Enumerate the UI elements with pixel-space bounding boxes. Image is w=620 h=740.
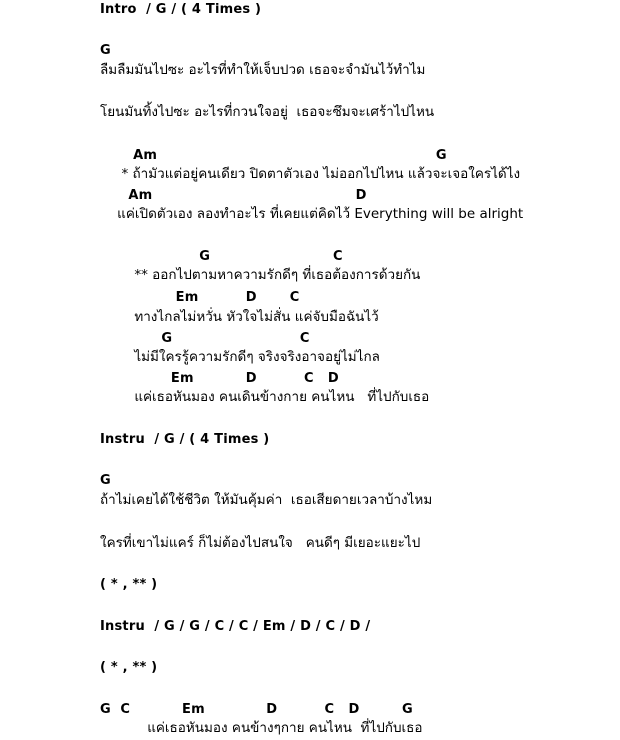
lyric-line: ** ออกไปตามหาความรักดีๆ ที่เธอต้องการด้วยกัน: [100, 267, 421, 283]
chord-line: Intro / G / ( 4 Times ): [100, 2, 262, 17]
lyric-line: ลืมลืมมันไปซะ อะไรที่ทำให้เจ็บปวด เธอจะจำมันไว้ทำไม: [100, 62, 426, 78]
chord-line: ( * , ** ): [100, 660, 158, 675]
chord-line: G C: [100, 249, 343, 264]
lyric-line: ถ้าไม่เคยได้ใช้ชีวิต ให้มันคุ้มค่า เธอเสียดายเวลาบ้างไหม: [100, 492, 433, 508]
chord-line: G: [100, 473, 111, 488]
lyric-line: แค่เธอหันมอง คนเดินข้างกาย คนไหน ที่ไปกับเธอ: [100, 389, 430, 405]
lyric-line: ทางไกลไม่หวั่น หัวใจไม่สั่น แค่จับมือฉันไว้: [100, 309, 379, 325]
chord-line: ( * , ** ): [100, 577, 158, 592]
lyric-line: แค่เปิดตัวเอง ลองทำอะไร ที่เคยแต่คิดไว้ Everything will be alright: [100, 206, 524, 222]
chord-line: Am D: [100, 188, 367, 203]
chord-line: Am G: [100, 148, 447, 163]
lyric-line: * ถ้ามัวแต่อยู่คนเดียว ปิดตาตัวเอง ไม่ออกไปไหน แล้วจะเจอใครได้ไง: [100, 166, 521, 182]
chord-line: G C: [100, 331, 310, 346]
lyric-line: แค่เธอหันมอง คนข้างๆกาย คนไหน ที่ไปกับเธอ: [100, 720, 423, 736]
chord-line: G: [100, 43, 111, 58]
chord-line: Instru / G / G / C / C / Em / D / C / D /: [100, 619, 371, 634]
chord-line: Instru / G / ( 4 Times ): [100, 432, 270, 447]
lyric-line: ไม่มีใครรู้ความรักดีๆ จริงจริงอาจอยู่ไม่ไกล: [100, 349, 380, 365]
lyric-line: ใครที่เขาไม่แคร์ ก็ไม่ต้องไปสนใจ คนดีๆ มีเยอะแยะไป: [100, 535, 421, 551]
chord-line: Em D C D: [100, 371, 339, 386]
lyric-line: โยนมันทิ้งไปซะ อะไรที่กวนใจอยู่ เธอจะซึมจะเศร้าไปไหน: [100, 104, 435, 120]
chord-line: Em D C: [100, 290, 300, 305]
chord-line: G C Em D C D G: [100, 702, 413, 717]
